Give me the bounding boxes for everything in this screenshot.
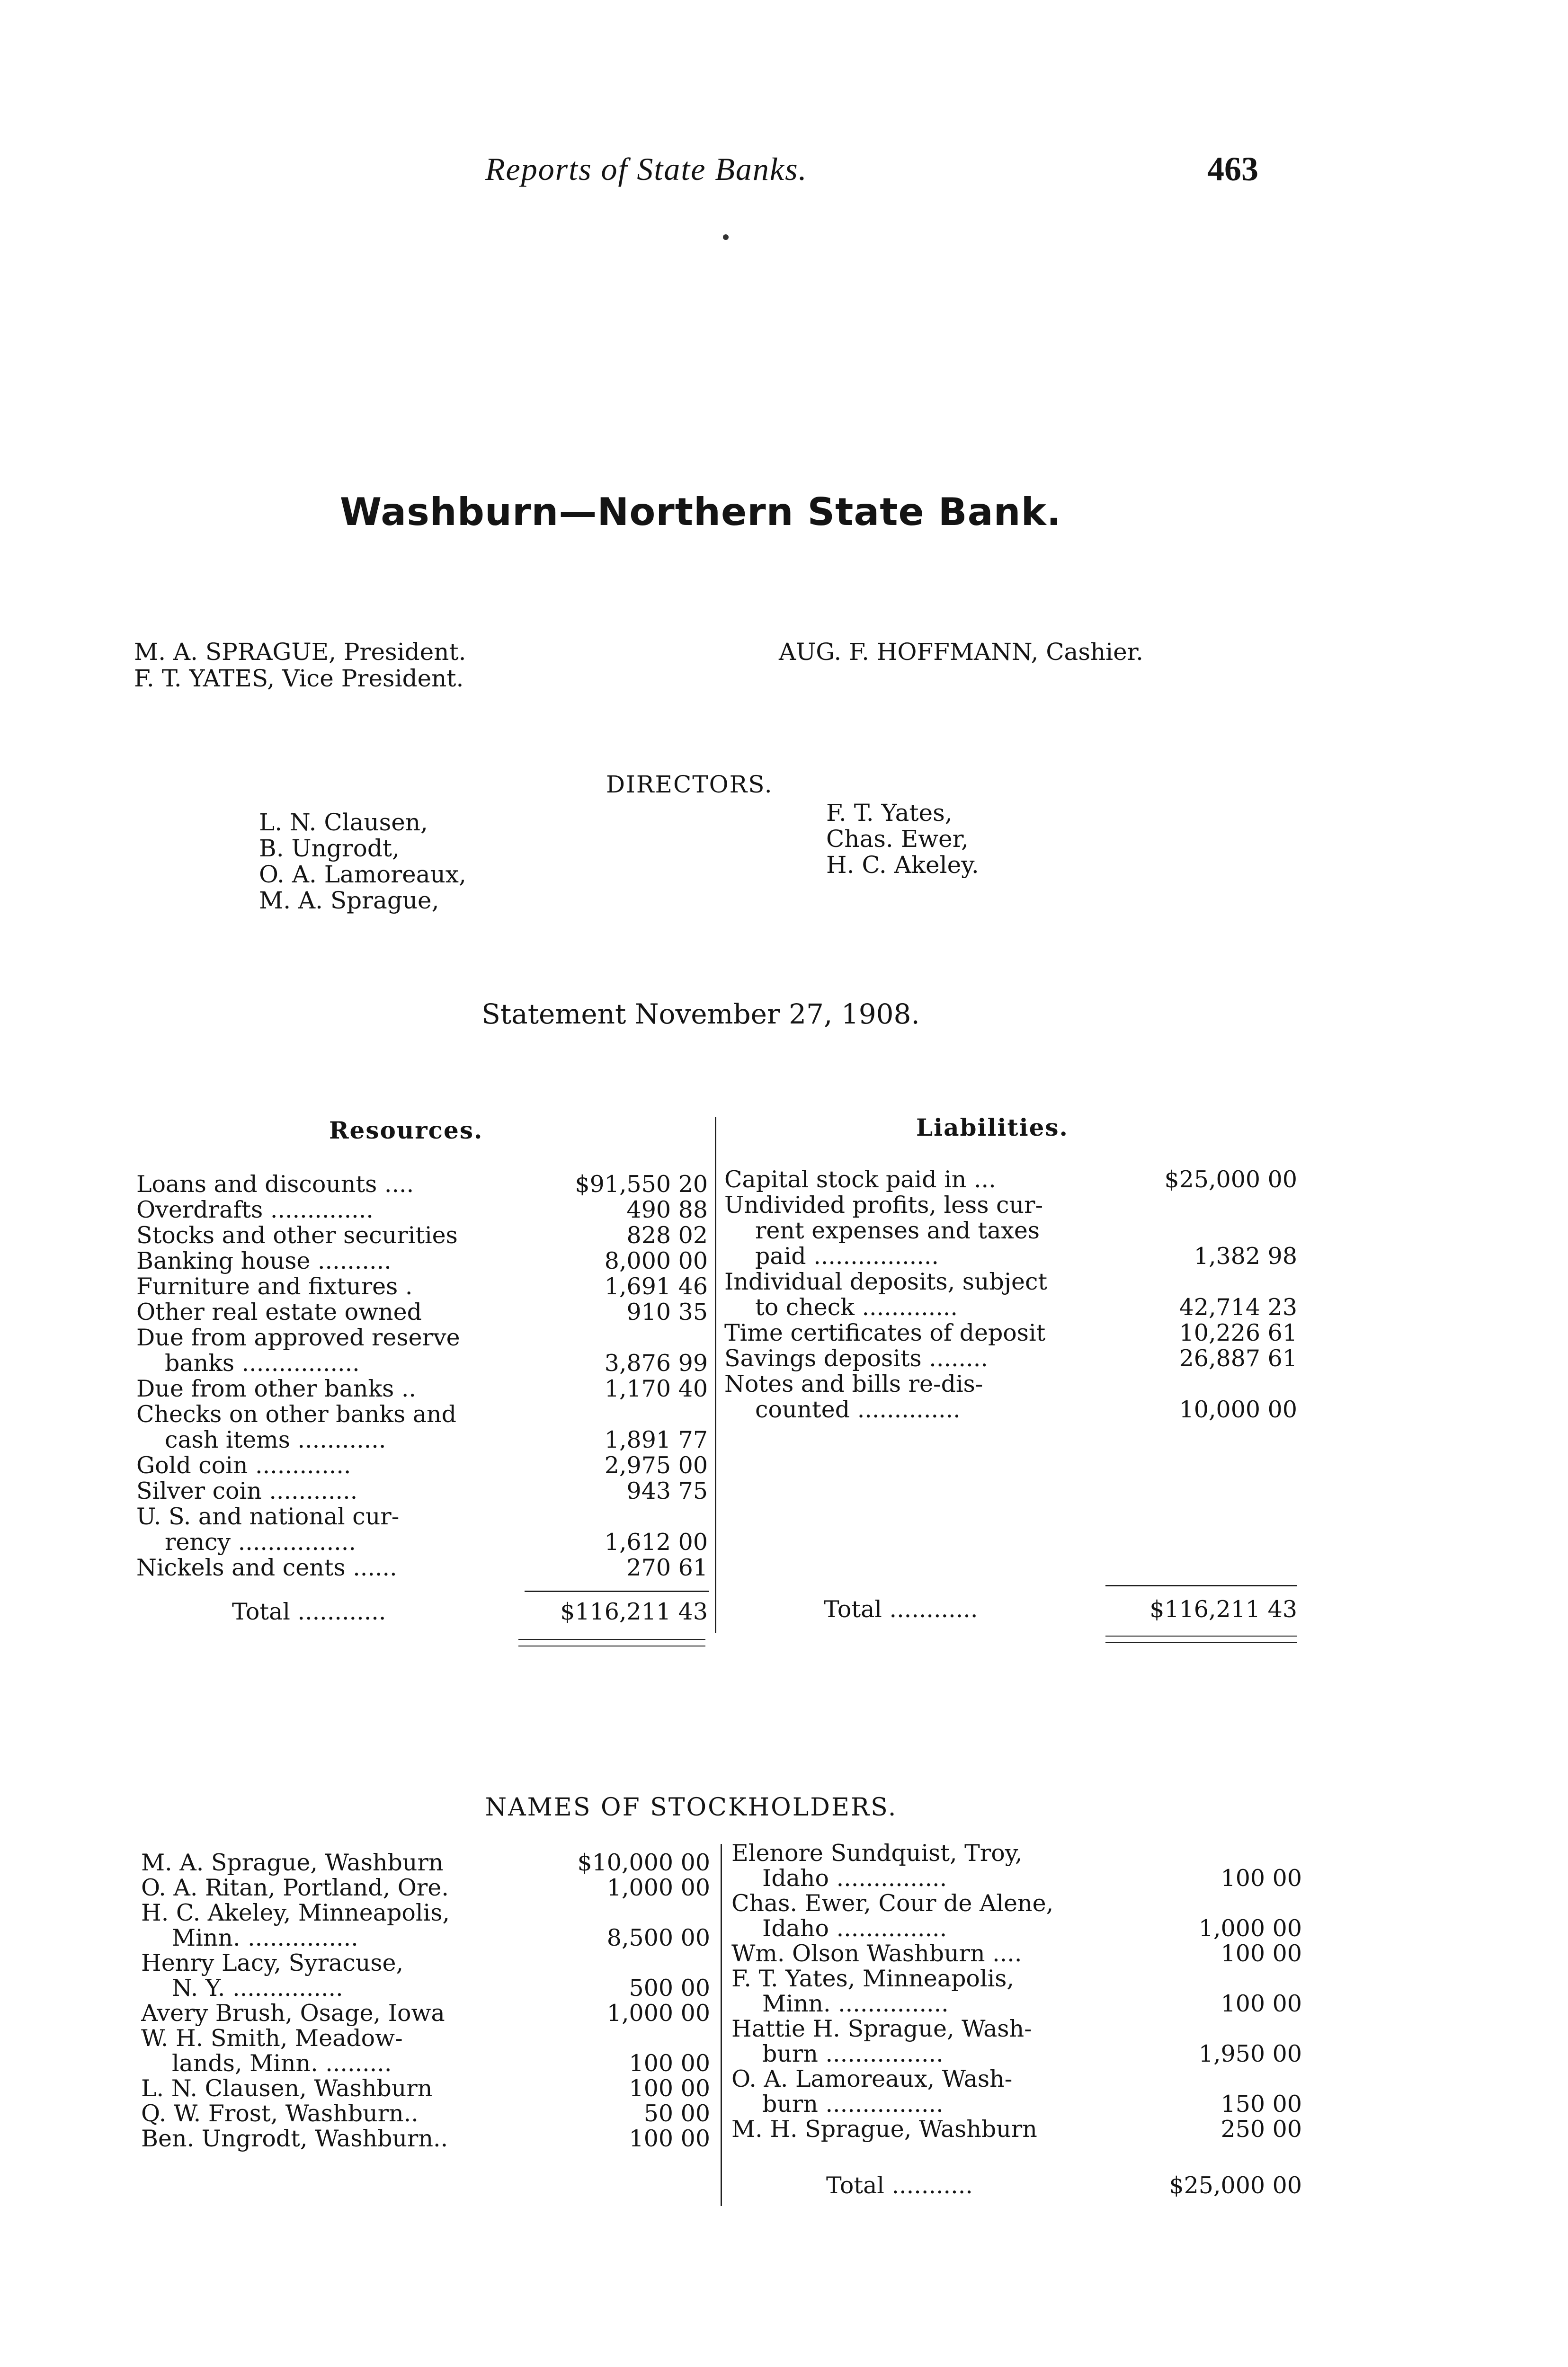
liabilities-heading: Liabilities. <box>916 1113 1069 1141</box>
stockholder-amount: 150 00 <box>1221 2091 1302 2118</box>
statement-date: Statement November 27, 1908. <box>481 998 920 1030</box>
stockholder-amount: 100 00 <box>629 2125 710 2152</box>
stockholder-label: Q. W. Frost, Washburn.. <box>141 2101 419 2127</box>
resource-amount: 943 75 <box>626 1477 708 1504</box>
liabilities-total-label: Total ............ <box>824 1597 978 1622</box>
stockholder-label: N. Y. ............... <box>172 1975 343 2001</box>
director: Chas. Ewer, <box>826 825 969 853</box>
director: O. A. Lamoreaux, <box>259 861 466 888</box>
stockholder-label: W. H. Smith, Meadow- <box>141 2026 403 2051</box>
liability-label: rent expenses and taxes <box>755 1218 1040 1244</box>
stockholder-amount: 50 00 <box>643 2100 710 2127</box>
resource-label: Gold coin ............. <box>136 1453 351 1478</box>
stockholder-label: Minn. ............... <box>172 1925 358 1951</box>
stockholder-label: lands, Minn. ......... <box>172 2051 392 2076</box>
stockholder-label: Elenore Sundquist, Troy, <box>731 1841 1023 1866</box>
stockholder-label: Henry Lacy, Syracuse, <box>141 1950 404 1976</box>
stockholder-amount: 100 00 <box>629 2075 710 2102</box>
president: M. A. SPRAGUE, President. <box>134 638 466 666</box>
stockholder-label: Avery Brush, Osage, Iowa <box>141 2001 445 2026</box>
liabilities-total-amount: $116,211 43 <box>1149 1596 1297 1623</box>
total-rule <box>525 1591 709 1592</box>
director: L. N. Clausen, <box>259 809 428 836</box>
resource-label: Due from other banks .. <box>136 1376 416 1402</box>
directors-heading: DIRECTORS. <box>606 771 773 798</box>
stockholder-label: Ben. Ungrodt, Washburn.. <box>141 2126 448 2152</box>
liability-label: to check ............. <box>755 1295 958 1320</box>
liability-label: Undivided profits, less cur- <box>724 1192 1043 1218</box>
resource-amount: 910 35 <box>626 1299 708 1326</box>
liability-label: paid ................. <box>755 1244 939 1269</box>
stockholders-total-label: Total ........... <box>826 2173 973 2198</box>
resource-amount: 1,612 00 <box>604 1529 708 1556</box>
stockholder-amount: 100 00 <box>1221 1940 1302 1967</box>
stockholder-amount: 100 00 <box>629 2050 710 2077</box>
stockholder-label: O. A. Ritan, Portland, Ore. <box>141 1875 449 1901</box>
column-divider <box>721 1844 722 2206</box>
cashier: AUG. F. HOFFMANN, Cashier. <box>779 638 1144 666</box>
liability-label: counted .............. <box>755 1397 961 1423</box>
stockholder-amount: 1,000 00 <box>606 1874 710 1901</box>
stockholder-label: M. H. Sprague, Washburn <box>731 2117 1037 2142</box>
double-rule <box>1105 1636 1297 1637</box>
director: M. A. Sprague, <box>259 887 439 914</box>
liability-amount: 10,000 00 <box>1179 1396 1297 1423</box>
double-rule <box>518 1639 705 1640</box>
resource-label: Nickels and cents ...... <box>136 1555 397 1581</box>
directors-right <box>826 800 979 878</box>
resource-amount: 2,975 00 <box>604 1452 708 1479</box>
stockholder-label: Minn. ............... <box>762 1991 949 2017</box>
stockholder-label: Hattie H. Sprague, Wash- <box>731 2016 1032 2042</box>
double-rule <box>1105 1642 1297 1643</box>
stockholder-amount: 1,000 00 <box>1198 1915 1302 1942</box>
stockholder-label: F. T. Yates, Minneapolis, <box>731 1966 1014 1992</box>
liability-amount: 42,714 23 <box>1179 1294 1297 1321</box>
resources-heading: Resources. <box>329 1116 483 1144</box>
liability-amount: 1,382 98 <box>1194 1243 1297 1270</box>
stockholder-amount: 1,950 00 <box>1198 2040 1302 2067</box>
directors-left <box>259 810 466 914</box>
liability-label: Capital stock paid in ... <box>724 1167 996 1192</box>
resource-label: rency ................ <box>165 1530 356 1555</box>
resource-label: banks ................ <box>165 1351 360 1376</box>
director: B. Ungrodt, <box>259 835 400 862</box>
resource-amount: 490 88 <box>626 1196 708 1223</box>
resource-label: Overdrafts .............. <box>136 1197 374 1223</box>
resource-amount: 3,876 99 <box>604 1350 708 1377</box>
stockholder-amount: 100 00 <box>1221 1865 1302 1892</box>
resource-label: U. S. and national cur- <box>136 1504 400 1530</box>
stockholder-label: Wm. Olson Washburn .... <box>731 1941 1022 1967</box>
resource-amount: 1,691 46 <box>604 1273 708 1300</box>
liability-amount: 10,226 61 <box>1179 1319 1297 1346</box>
stockholders-heading: NAMES OF STOCKHOLDERS. <box>485 1793 898 1822</box>
resources-total-label: Total ............ <box>232 1599 386 1625</box>
stockholder-label: H. C. Akeley, Minneapolis, <box>141 1900 450 1926</box>
stockholder-label: burn ................ <box>762 2091 944 2117</box>
resource-amount: 828 02 <box>626 1222 708 1249</box>
resource-amount: 270 61 <box>626 1554 708 1581</box>
stockholder-label: Idaho ............... <box>762 1866 947 1891</box>
resource-label: cash items ............ <box>165 1427 386 1453</box>
stockholder-label: L. N. Clausen, Washburn <box>141 2076 433 2101</box>
stockholder-amount: 100 00 <box>1221 1990 1302 2017</box>
bank-title: Washburn—Northern State Bank. <box>339 490 1062 534</box>
stockholder-label: M. A. Sprague, Washburn <box>141 1850 444 1876</box>
stockholder-amount: 1,000 00 <box>606 2000 710 2027</box>
vice-president: F. T. YATES, Vice President. <box>134 665 464 692</box>
stockholder-label: O. A. Lamoreaux, Wash- <box>731 2066 1013 2092</box>
printer-mark <box>723 234 729 240</box>
stockholder-amount: 500 00 <box>629 1975 710 2002</box>
stockholder-label: Idaho ............... <box>762 1916 947 1941</box>
resource-label: Due from approved reserve <box>136 1325 460 1351</box>
liability-amount: 26,887 61 <box>1179 1345 1297 1372</box>
stockholder-amount: 250 00 <box>1221 2116 1302 2143</box>
running-title: Reports of State Banks. <box>485 151 808 187</box>
liability-label: Notes and bills re-dis- <box>724 1371 983 1397</box>
liability-amount: $25,000 00 <box>1164 1166 1297 1193</box>
stockholder-amount: 8,500 00 <box>606 1924 710 1951</box>
resource-amount: $91,550 20 <box>575 1171 708 1198</box>
liability-label: Time certificates of deposit <box>724 1320 1046 1346</box>
liability-label: Individual deposits, subject <box>724 1269 1048 1295</box>
resource-label: Banking house .......... <box>136 1248 392 1274</box>
stockholders-total-amount: $25,000 00 <box>1169 2172 1302 2199</box>
resource-label: Furniture and fixtures . <box>136 1274 413 1299</box>
resources-total-amount: $116,211 43 <box>560 1598 708 1625</box>
column-divider <box>715 1117 716 1633</box>
liability-label: Savings deposits ........ <box>724 1346 988 1371</box>
stockholder-amount: $10,000 00 <box>577 1849 710 1876</box>
resource-amount: 1,170 40 <box>604 1375 708 1402</box>
resource-label: Checks on other banks and <box>136 1402 456 1427</box>
page-number: 463 <box>1207 150 1258 188</box>
resource-label: Stocks and other securities <box>136 1223 458 1248</box>
director: F. T. Yates, <box>826 799 953 827</box>
stockholder-label: burn ................ <box>762 2041 944 2067</box>
stockholder-label: Chas. Ewer, Cour de Alene, <box>731 1891 1054 1916</box>
resource-label: Silver coin ............ <box>136 1478 358 1504</box>
director: H. C. Akeley. <box>826 851 979 879</box>
resource-amount: 8,000 00 <box>604 1247 708 1274</box>
total-rule <box>1105 1585 1297 1586</box>
resource-label: Loans and discounts .... <box>136 1172 414 1197</box>
resource-amount: 1,891 77 <box>604 1426 708 1453</box>
resource-label: Other real estate owned <box>136 1299 422 1325</box>
